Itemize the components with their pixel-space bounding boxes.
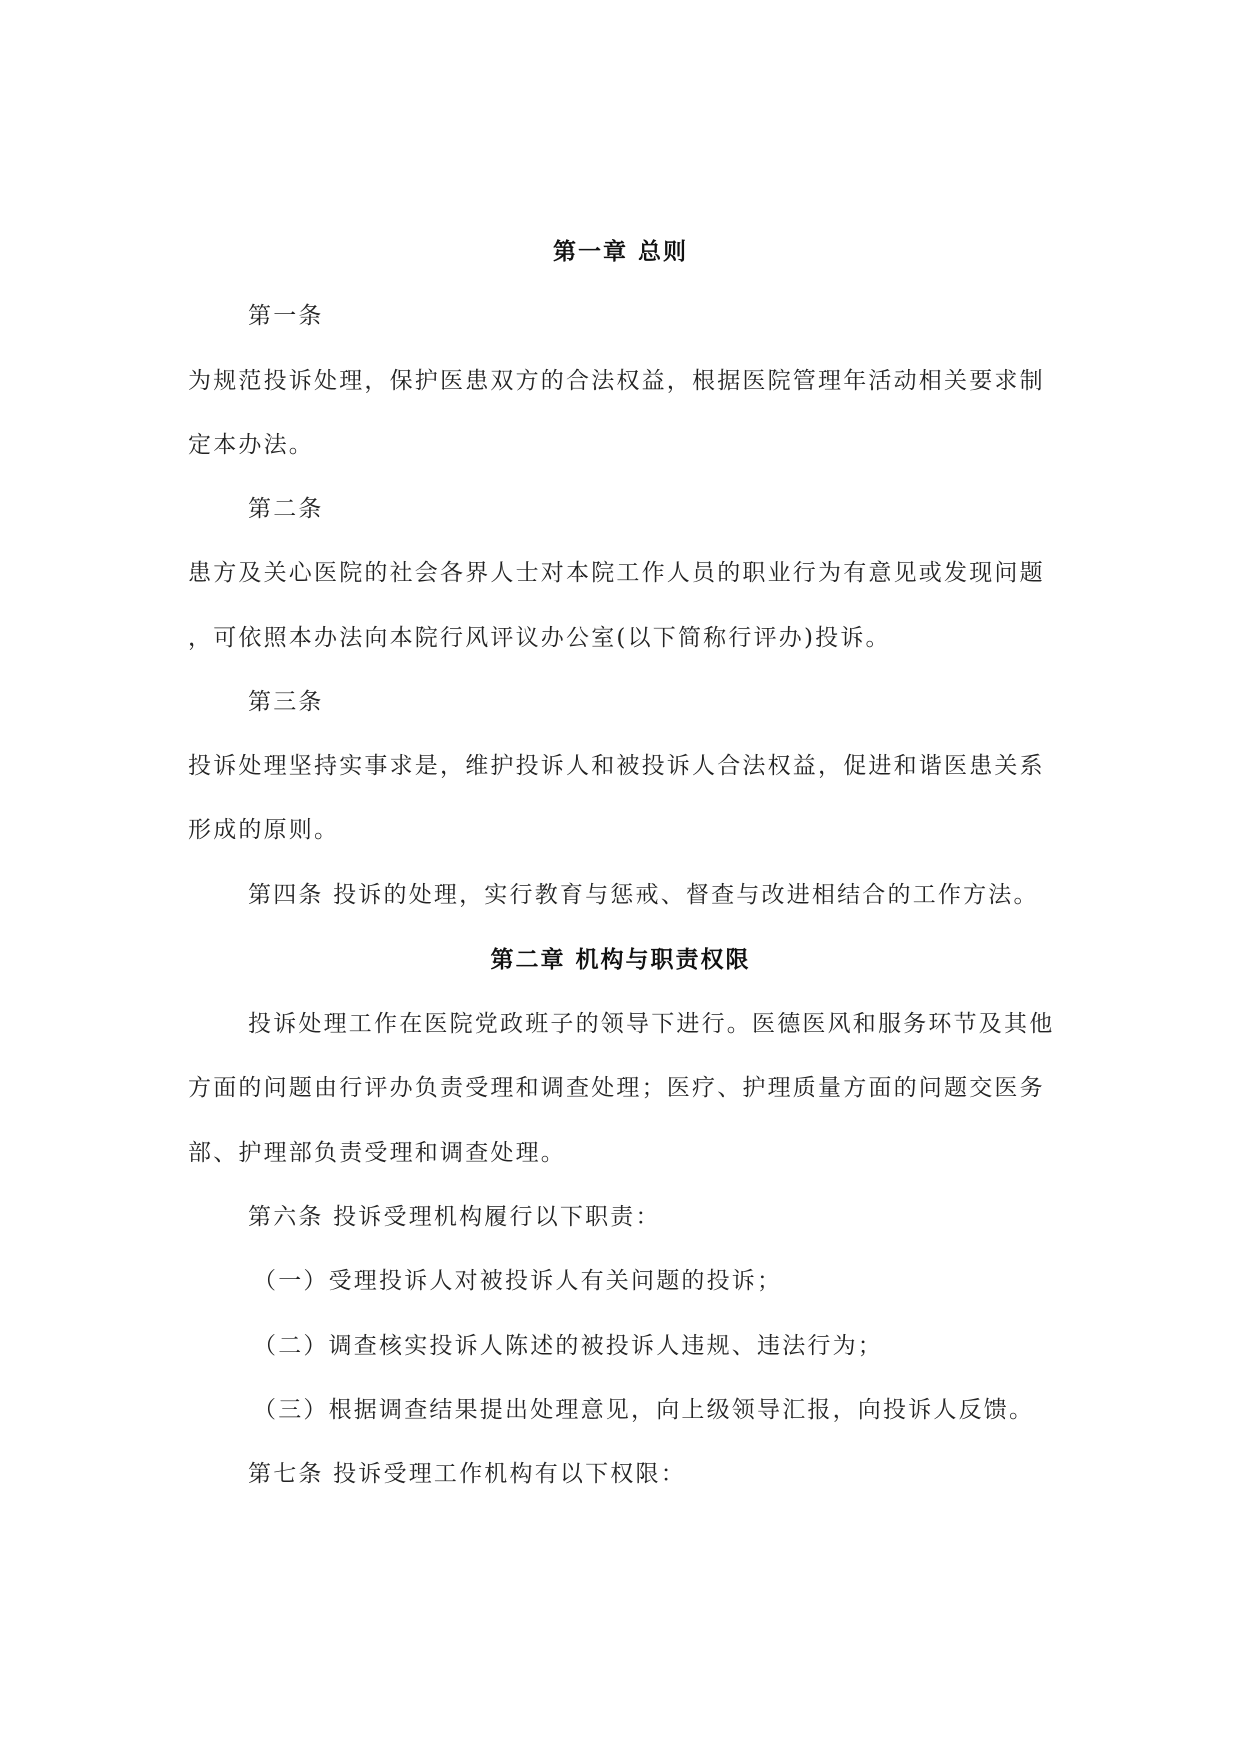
article-1-label: 第一条 bbox=[248, 303, 324, 329]
article-3-label: 第三条 bbox=[248, 689, 324, 715]
article-1-line-1: 为规范投诉处理，保护医患双方的合法权益，根据医院管理年活动相关要求制 bbox=[188, 368, 1045, 394]
article-3-line-2: 形成的原则。 bbox=[188, 817, 340, 843]
article-2-line-2: ，可依照本办法向本院行风评议办公室(以下简称行评办)投诉。 bbox=[188, 625, 891, 651]
chapter-1-title: 第一章 总则 bbox=[552, 239, 688, 265]
duty-item-2: （二）调查核实投诉人陈述的被投诉人违规、违法行为； bbox=[253, 1333, 883, 1359]
article-1-line-2: 定本办法。 bbox=[188, 432, 314, 458]
chapter-2-para-line-1: 投诉处理工作在医院党政班子的领导下进行。医德医风和服务环节及其他 bbox=[248, 1011, 1055, 1037]
article-7: 第七条 投诉受理工作机构有以下权限： bbox=[248, 1461, 686, 1487]
article-2-line-1: 患方及关心医院的社会各界人士对本院工作人员的职业行为有意见或发现问题 bbox=[188, 560, 1045, 586]
chapter-2-title: 第二章 机构与职责权限 bbox=[490, 947, 751, 973]
article-4: 第四条 投诉的处理，实行教育与惩戒、督查与改进相结合的工作方法。 bbox=[248, 882, 1039, 908]
chapter-2-para-line-2: 方面的问题由行评办负责受理和调查处理；医疗、护理质量方面的问题交医务 bbox=[188, 1075, 1045, 1101]
article-2-label: 第二条 bbox=[248, 496, 324, 522]
article-3-line-1: 投诉处理坚持实事求是，维护投诉人和被投诉人合法权益，促进和谐医患关系 bbox=[188, 753, 1045, 779]
article-6: 第六条 投诉受理机构履行以下职责： bbox=[248, 1204, 661, 1230]
duty-item-3: （三）根据调查结果提出处理意见，向上级领导汇报，向投诉人反馈。 bbox=[253, 1397, 1035, 1423]
chapter-2-para-line-3: 部、护理部负责受理和调查处理。 bbox=[188, 1140, 566, 1166]
duty-item-1: （一）受理投诉人对被投诉人有关问题的投诉； bbox=[253, 1268, 783, 1294]
